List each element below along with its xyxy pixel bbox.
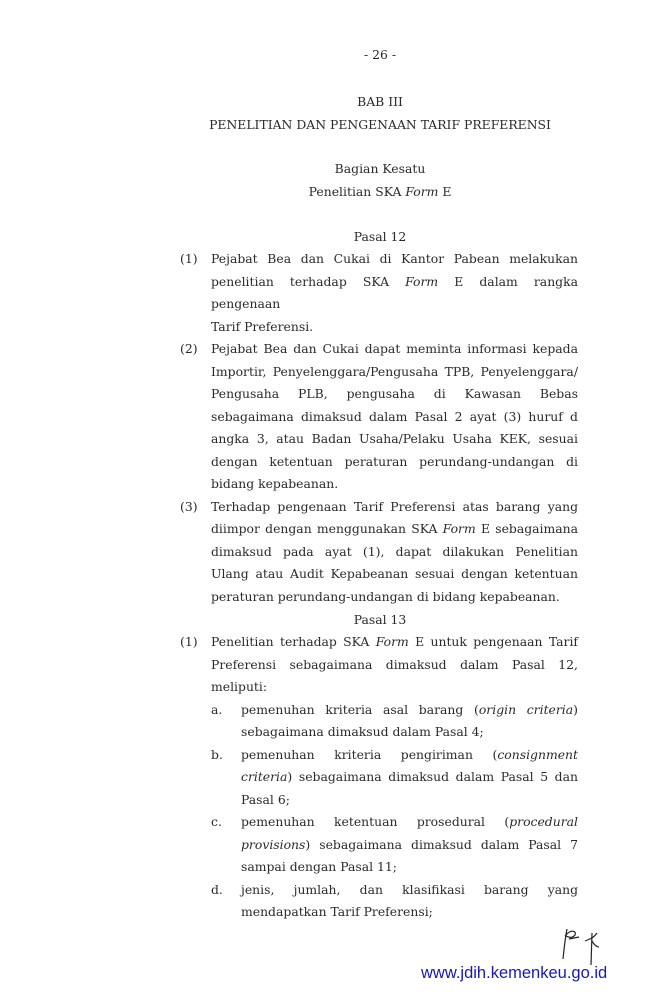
text-line — [241, 744, 578, 767]
text-segment: mendapatkan Tarif Preferensi; — [241, 904, 433, 919]
text-line — [211, 541, 578, 564]
text-segment: dengan ketentuan peraturan perundang-undangan di — [211, 453, 578, 469]
pasal-13-body — [180, 631, 578, 699]
italic-term: Form — [375, 634, 409, 649]
italic-term: Form — [405, 184, 439, 199]
lettered-item — [180, 879, 578, 924]
text-segment: sebagaimana dimaksud dalam Pasal 2 ayat (3) huruf d — [211, 408, 578, 424]
text-segment: pemenuhan kriteria asal barang ( — [241, 701, 479, 717]
text-segment: peraturan perundang-undangan di bidang kepabeanan. — [211, 588, 560, 604]
text-line — [211, 361, 578, 384]
page-number: - 26 - — [363, 47, 397, 62]
text-line — [211, 518, 578, 541]
text-segment: Tarif Preferensi. — [211, 318, 314, 334]
chapter-heading: BAB III — [357, 94, 403, 109]
pasal-13-subitems — [180, 699, 578, 924]
text-line — [241, 879, 578, 902]
text-segment: Importir, Penyelenggara/Pengusaha TPB, Penyelenggara/ — [211, 363, 578, 379]
text-segment: penelitian terhadap SKA — [211, 273, 406, 289]
text-segment: Terhadap pengenaan Tarif Preferensi atas barang yang — [211, 498, 578, 514]
text-line — [241, 856, 578, 879]
text-segment: jenis, jumlah, dan klasifikasi barang yang — [241, 881, 578, 897]
text-segment: Penelitian terhadap SKA — [211, 634, 376, 649]
text-line — [211, 248, 578, 271]
text-segment: diimpor dengan menggunakan SKA — [211, 521, 443, 536]
text-segment: bidang kepabeanan. — [211, 476, 339, 491]
item-number: b. — [211, 746, 223, 762]
text-line — [241, 834, 578, 857]
lettered-item — [180, 811, 578, 879]
text-segment: Penelitian SKA — [308, 184, 406, 199]
text-line — [241, 901, 578, 924]
item-number: (3) — [180, 498, 198, 514]
item-number: (2) — [180, 341, 198, 356]
italic-term: provisions — [241, 836, 306, 852]
text-line — [211, 676, 578, 699]
numbered-paragraph — [180, 248, 578, 338]
text-line — [241, 766, 578, 789]
text-line — [241, 721, 578, 744]
text-line — [211, 496, 578, 519]
text-segment: pemenuhan ketentuan prosedural ( — [241, 814, 510, 829]
text-segment: meliputi: — [211, 679, 268, 694]
italic-term: criteria — [241, 769, 288, 784]
text-line — [211, 631, 578, 654]
numbered-paragraph — [180, 631, 578, 699]
section-title — [180, 181, 580, 204]
italic-term: origin criteria — [478, 701, 574, 717]
italic-term: Form — [405, 273, 439, 289]
text-line — [211, 451, 578, 474]
text-segment: angka 3, atau Badan Usaha/Pelaku Usaha KEK, sesuai — [211, 431, 578, 446]
text-line — [211, 654, 578, 677]
text-line — [211, 316, 578, 339]
item-number: (1) — [180, 634, 198, 649]
numbered-paragraph — [180, 496, 578, 609]
text-segment: sebagaimana dimaksud dalam Pasal 4; — [241, 724, 484, 739]
text-segment: Pasal 6; — [241, 791, 290, 807]
text-segment: ) — [573, 701, 579, 717]
signature-initials — [555, 925, 615, 965]
text-line — [211, 271, 578, 316]
italic-term: Form — [442, 521, 476, 536]
text-segment: sampai dengan Pasal 11; — [241, 859, 397, 874]
section-heading: Bagian Kesatu — [334, 161, 426, 176]
numbered-paragraph — [180, 338, 578, 496]
text-line — [211, 428, 578, 451]
text-segment: pemenuhan kriteria pengiriman ( — [241, 746, 498, 762]
text-segment: Preferensi sebagaimana dimaksud dalam Pasal 12, — [211, 656, 578, 672]
text-line — [211, 406, 578, 429]
pasal-12-title: Pasal 12 — [353, 229, 407, 244]
text-segment: dimaksud pada ayat (1), dapat dilakukan Penelitian — [211, 543, 578, 559]
text-line — [211, 586, 578, 609]
text-line — [241, 789, 578, 812]
text-segment: E — [438, 184, 452, 199]
footer-url[interactable]: www.jdih.kemenkeu.go.id — [421, 964, 608, 982]
text-segment: E untuk pengenaan Tarif — [408, 634, 578, 649]
text-line — [211, 563, 578, 586]
chapter-title: PENELITIAN DAN PENGENAAN TARIF PREFERENSI — [209, 117, 551, 132]
text-line — [211, 338, 578, 361]
text-segment: E dalam rangka pengenaan — [211, 273, 578, 311]
text-line — [241, 811, 578, 834]
italic-term: consignment — [497, 746, 578, 762]
pasal-13-title: Pasal 13 — [353, 612, 407, 627]
text-line — [241, 699, 578, 722]
text-segment: Pejabat Bea dan Cukai dapat meminta informasi kepada — [211, 341, 578, 356]
text-segment: Pejabat Bea dan Cukai di Kantor Pabean melakukan — [211, 251, 578, 266]
item-number: a. — [211, 701, 223, 717]
text-line — [211, 473, 578, 496]
item-number: d. — [211, 881, 223, 897]
pasal-12-body — [180, 248, 578, 608]
text-segment: ) sebagaimana dimaksud dalam Pasal 7 — [305, 836, 578, 852]
item-number: (1) — [180, 251, 198, 266]
lettered-item — [180, 744, 578, 812]
text-segment: Pengusaha PLB, pengusaha di Kawasan Bebas — [211, 386, 578, 401]
text-segment: E sebagaimana — [475, 521, 579, 536]
lettered-item — [180, 699, 578, 744]
text-line — [211, 383, 578, 406]
italic-term: procedural — [509, 814, 578, 829]
text-segment: Ulang atau Audit Kepabeanan sesuai dengan ketentuan — [211, 566, 578, 581]
item-number: c. — [211, 814, 222, 829]
text-segment: ) sebagaimana dimaksud dalam Pasal 5 dan — [287, 769, 578, 784]
